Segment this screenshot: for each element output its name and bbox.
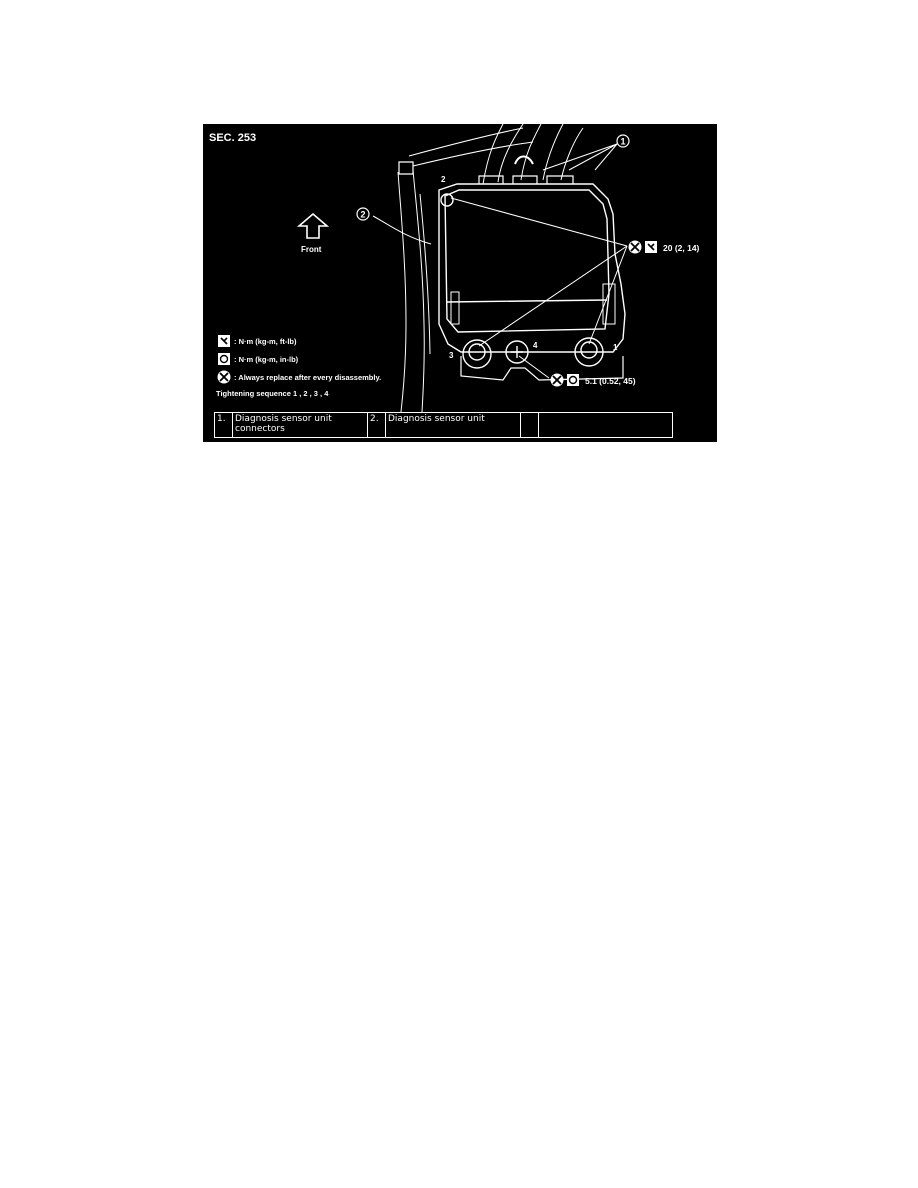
wiring-harness bbox=[398, 128, 533, 412]
sequence-mark-4: 4 bbox=[533, 341, 538, 350]
part-number-cell bbox=[521, 413, 539, 438]
part-name-cell: Diagnosis sensor unit connectors bbox=[233, 413, 368, 438]
front-arrow-icon bbox=[299, 214, 327, 238]
front-label: Front bbox=[301, 245, 322, 254]
part-name-cell: Diagnosis sensor unit bbox=[386, 413, 521, 438]
diagnosis-sensor-unit-diagram bbox=[203, 124, 717, 442]
connector-cables bbox=[483, 124, 583, 184]
legend-replace: : Always replace after every disassembly. bbox=[234, 373, 382, 382]
sequence-mark-1: 1 bbox=[613, 343, 618, 352]
replace-x-icon bbox=[551, 374, 564, 387]
torque-lower-value: 5.1 (0.52, 45) bbox=[585, 376, 636, 386]
svg-text:2: 2 bbox=[360, 209, 366, 220]
bolt-3 bbox=[463, 340, 491, 368]
legend bbox=[216, 335, 381, 398]
sequence-mark-3: 3 bbox=[449, 351, 454, 360]
torque-upper-value: 20 (2, 14) bbox=[663, 243, 700, 253]
table-row bbox=[215, 413, 673, 438]
legend-ft-lb: : N·m (kg-m, ft-lb) bbox=[234, 337, 297, 346]
callout-2 bbox=[357, 208, 369, 220]
leader-lines bbox=[373, 144, 627, 378]
replace-x-icon bbox=[218, 371, 231, 384]
callout-1 bbox=[617, 135, 629, 147]
sequence-mark-2: 2 bbox=[441, 175, 446, 184]
svg-text:1: 1 bbox=[620, 136, 626, 147]
torque-wrench-small-icon bbox=[218, 353, 230, 365]
torque-wrench-icon bbox=[645, 241, 657, 253]
legend-in-lb: : N·m (kg-m, in-lb) bbox=[234, 355, 299, 364]
part-number-cell: 1. bbox=[215, 413, 233, 438]
legend-sequence: Tightening sequence 1 , 2 , 3 , 4 bbox=[216, 389, 329, 398]
replace-x-icon bbox=[629, 241, 642, 254]
part-name-cell bbox=[539, 413, 673, 438]
parts-table bbox=[214, 412, 673, 438]
diagram-drawing bbox=[203, 124, 717, 442]
torque-wrench-icon bbox=[218, 335, 230, 347]
section-label: SEC. 253 bbox=[209, 132, 257, 144]
part-number-cell: 2. bbox=[368, 413, 386, 438]
torque-wrench-small-icon bbox=[567, 374, 579, 386]
